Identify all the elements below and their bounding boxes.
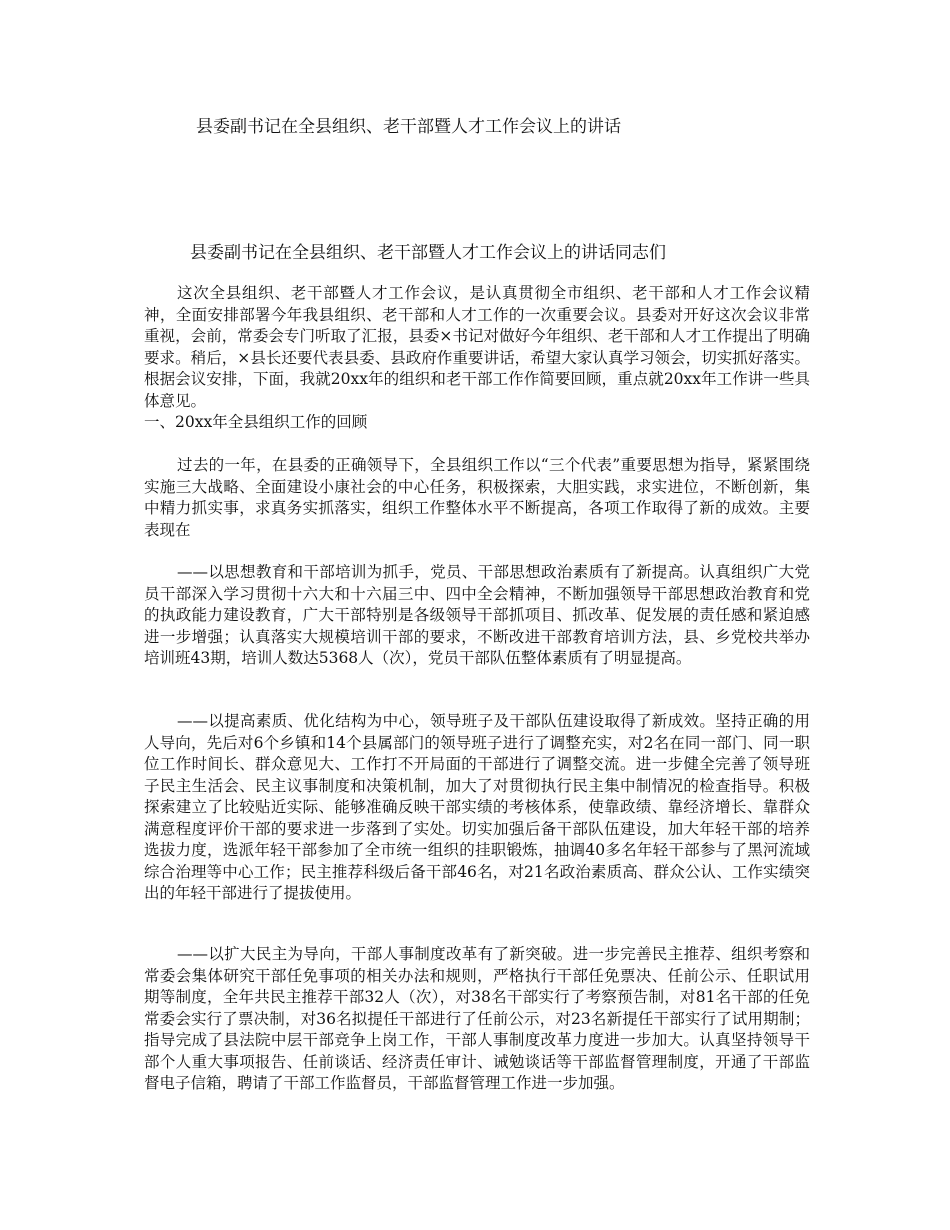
- document-subtitle: 县委副书记在全县组织、老干部暨人才工作会议上的讲话同志们: [190, 243, 666, 263]
- document-title: 县委副书记在全县组织、老干部暨人才工作会议上的讲话: [196, 117, 621, 137]
- section-heading: 一、20xx年全县组织工作的回顾: [144, 413, 368, 431]
- paragraph-review: 过去的一年，在县委的正确领导下，全县组织工作以“三个代表”重要思想为指导，紧紧围绕实施三大战略、全面建设小康社会的中心任务，积极探索，大胆实践，求实进位，不断创新，集中精力抓实事，求真务实抓落实，组织工作整体水平不断提高，各项工作取得了新的成效。主要表现在: [144, 456, 810, 539]
- paragraph-leadership: ——以提高素质、优化结构为中心，领导班子及干部队伍建设取得了新成效。坚持正确的用人导向，先后对6个乡镇和14个县属部门的领导班子进行了调整充实，对2名在同一部门、同一职位工作时间长、群众意见大、工作打不开局面的干部进行了调整交流。进一步健全完善了领导班子民主生活会、民主议事制度和决策机制，加大了对贯彻执行民主集中制情况的检查指导。积极探索建立了比较贴近实际、能够准确反映干部实绩的考核体系，使靠政绩、靠经济增长、靠群众满意程度评价干部的要求进一步落到了实处。切实加强后备干部队伍建设，加大年轻干部的培养选拔力度，选派年轻干部参加了全市统一组织的挂职锻炼，抽调40多名年轻干部参与了黑河流域综合治理等中心工作；民主推荐科级后备干部46名，对21名政治素质高、群众公认、工作实绩突出的年轻干部进行了提拔使用。: [144, 712, 810, 902]
- paragraph-intro: 这次全县组织、老干部暨人才工作会议，是认真贯彻全市组织、老干部和人才工作会议精神，全面安排部署今年我县组织、老干部和人才工作的一次重要会议。县委对开好这次会议非常重视，会前，常委会专门听取了汇报，县委×书记对做好今年组织、老干部和人才工作提出了明确要求。稍后，×县长还要代表县委、县政府作重要讲话，希望大家认真学习领会，切实抓好落实。根据会议安排，下面，我就20xx年的组织和老干部工作作简要回顾，重点就20xx年工作讲一些具体意见。: [144, 284, 810, 410]
- paragraph-reform: ——以扩大民主为导向，干部人事制度改革有了新突破。进一步完善民主推荐、组织考察和常委会集体研究干部任免事项的相关办法和规则，严格执行干部任免票决、任前公示、任职试用期等制度，全年共民主推荐干部32人（次），对38名干部实行了考察预告制，对81名干部的任免常委会实行了票决制，对36名拟提任干部进行了任前公示，对23名新提任干部实行了试用期制；指导完成了县法院中层干部竞争上岗工作，干部人事制度改革力度进一步加大。认真坚持领导干部个人重大事项报告、任前谈话、经济责任审计、诫勉谈话等干部监督管理制度，开通了干部监督电子信箱，聘请了干部工作监督员，干部监督管理工作进一步加强。: [144, 945, 810, 1092]
- paragraph-education: ——以思想教育和干部培训为抓手，党员、干部思想政治素质有了新提高。认真组织广大党员干部深入学习贯彻十六大和十六届三中、四中全会精神，不断加强领导干部思想政治教育和党的执政能力建设教育，广大干部特别是各级领导干部抓项目、抓改革、促发展的责任感和紧迫感进一步增强；认真落实大规模培训干部的要求，不断改进干部教育培训方法，县、乡党校共举办培训班43期，培训人数达5368人（次），党员干部队伍整体素质有了明显提高。: [144, 563, 810, 667]
